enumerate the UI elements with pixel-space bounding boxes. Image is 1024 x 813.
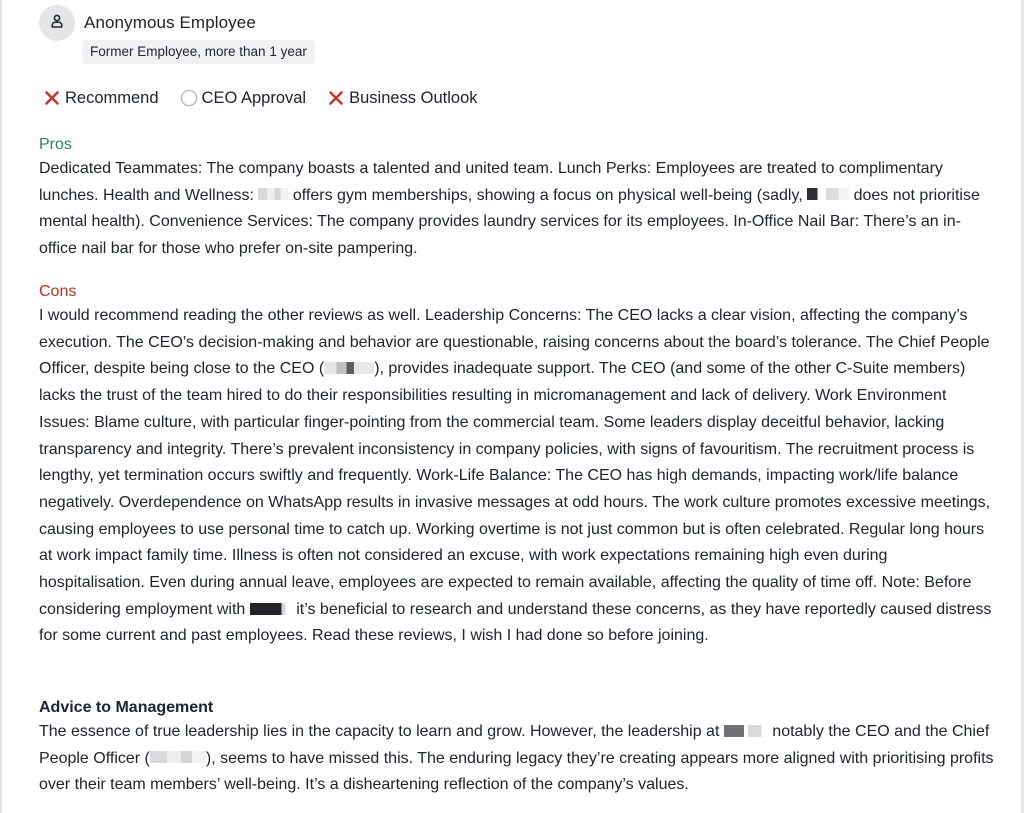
redacted-company-name <box>250 603 292 615</box>
x-icon <box>43 89 61 107</box>
cons-text <box>39 303 994 650</box>
pros-text-part-2: offers gym memberships, showing a focus on physical well-being (sadly, <box>288 186 808 204</box>
advice-text-part-2: notably the CEO and the Chief People Officer ( <box>39 723 990 767</box>
recommend-label: Recommend <box>65 88 159 107</box>
recommend-rating <box>43 89 159 108</box>
ceo-approval-label: CEO Approval <box>201 88 307 107</box>
redacted-person-name <box>324 362 374 374</box>
business-outlook-label: Business Outlook <box>349 88 478 107</box>
cons-heading: Cons <box>39 283 77 300</box>
pros-text-part-3: does not prioritise mental health). Convenience Services: The company provides laundry services for its employees. In-Office Nail Bar: There’s an in-office nail bar for those who prefer on-site pampering. <box>39 186 980 258</box>
avatar <box>39 5 75 41</box>
person-icon <box>49 13 65 34</box>
redacted-company-name <box>807 188 849 200</box>
employment-status-badge: Former Employee, more than 1 year <box>82 40 315 64</box>
advice-text-part-3: ), seems to have missed this. The enduring legacy they’re creating appears more aligned with prioritising profits over their team members’ well-being. It’s a disheartening reflection of the company’s values. <box>39 749 994 794</box>
redacted-person-name <box>150 751 206 763</box>
pros-heading: Pros <box>39 136 72 153</box>
cons-text-part-2: ), provides inadequate support. The CEO (and some of the other C-Suite members) lacks the trust of the team hired to do their responsibilities resulting in micromanagement and lack of delivery. Work Environment Issues: Blame culture, with particular finger-pointing from the commercial team. Some leaders display deceitful behavior, lacking transparency and integrity. There’s prevalent inconsistency in company policies, with signs of favouritism. The recruitment process is lengthy, yet termination occurs swiftly and frequently. Work-Life Balance: The CEO has high demands, impacting work/life balance negatively. Overdependence on WhatsApp results in invasive messages at odd hours. The work culture promotes excessive meetings, causing employees to use personal time to catch up. Working overtime is not just common but is often celebrated. Regular long hours at work impact family time. Illness is often not considered an excuse, with work expectations remaining high even during hospitalisation. Even during annual leave, employees are expected to remain available, affecting the quality of time off. Note: Before considering employment with <box>39 360 991 618</box>
business-outlook-rating <box>327 89 477 108</box>
pros-text <box>39 156 994 263</box>
redacted-company-name <box>724 725 768 737</box>
ceo-approval-rating <box>180 89 307 108</box>
redacted-company-name <box>258 188 288 200</box>
rating-indicators <box>43 86 499 110</box>
x-icon <box>327 89 345 107</box>
cons-text-part-3: it’s beneficial to research and understand these concerns, as they have reportedly caused distress for some current and past employees. Read these reviews, I wish I had done so before joining. <box>39 600 992 645</box>
author-name: Anonymous Employee <box>84 13 256 32</box>
pros-text-part-1: Dedicated Teammates: The company boasts a talented and united team. Lunch Perks: Employees are treated to complimentary lunches. Health and Wellness: <box>39 160 943 204</box>
advice-heading: Advice to Management <box>39 699 214 716</box>
author-header <box>39 5 256 41</box>
circle-outline-icon <box>180 89 198 107</box>
cons-text-part-1: I would recommend reading the other reviews as well. Leadership Concerns: The CEO lacks a clear vision, affecting the company’s execution. The CEO’s decision-making and behavior are questionable, raising concerns about the board’s tolerance. The Chief People Officer, despite being close to the CEO ( <box>39 307 990 378</box>
left-frame-border <box>0 0 2 813</box>
advice-text <box>39 719 994 799</box>
advice-text-part-1: The essence of true leadership lies in the capacity to learn and grow. However, the leadership at <box>39 723 724 740</box>
